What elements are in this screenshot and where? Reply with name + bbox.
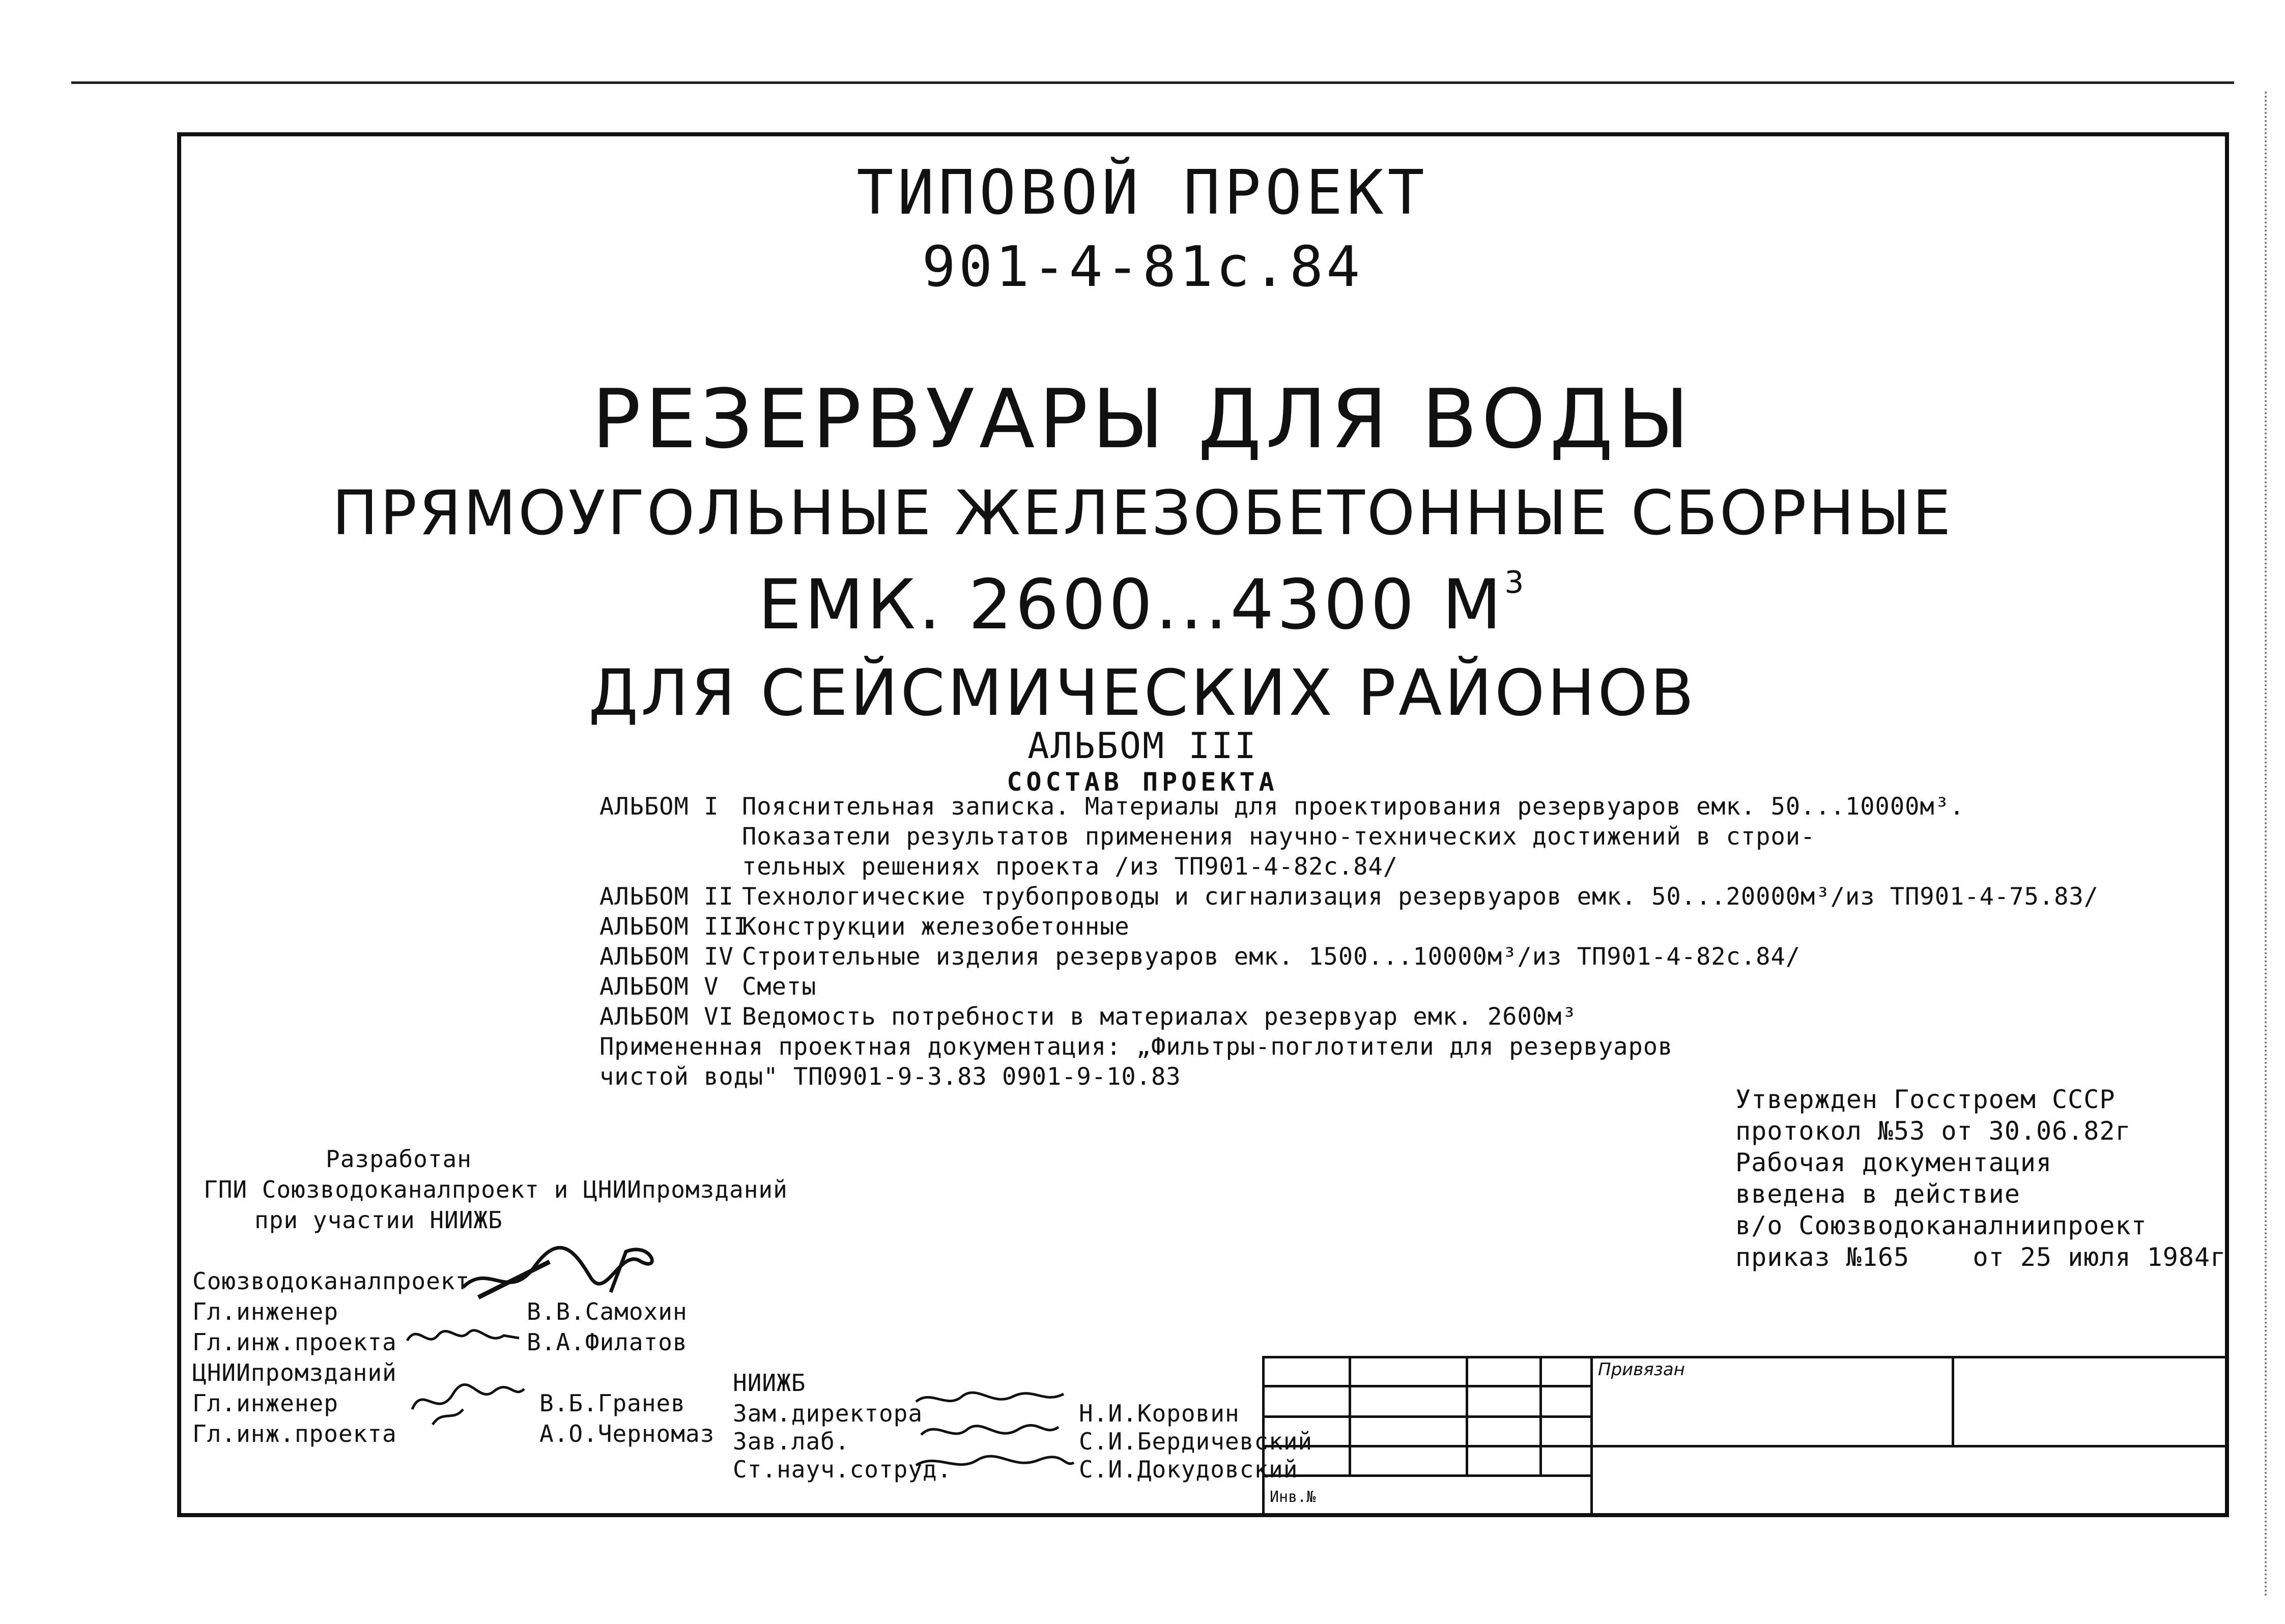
approval-line: введена в действие xyxy=(1735,1179,2020,1209)
person-name: А.О.Черномаз xyxy=(539,1420,715,1447)
capacity-superscript: 3 xyxy=(1504,565,1527,600)
linked-label: Привязан xyxy=(1598,1359,1685,1380)
title-block-line xyxy=(1262,1385,1593,1387)
person-name: Н.И.Коровин xyxy=(1079,1400,1240,1427)
album-item-label: АЛЬБОМ II xyxy=(599,883,734,911)
signature-scribble xyxy=(402,1374,534,1430)
album-item-continuation: Показатели результатов применения научно-технических достижений в строи- xyxy=(742,823,1816,851)
album-item xyxy=(599,792,2099,822)
approval-line: в/о Союзводоканалниипроект xyxy=(1735,1211,2147,1240)
approval-line: приказ №165 от 25 июля 1984г xyxy=(1735,1242,2226,1272)
developer-with: при участии НИИЖБ xyxy=(254,1206,503,1234)
org-tsniipromzdaniy: ЦНИИпромзданий xyxy=(192,1359,397,1386)
developer-heading: Разработан xyxy=(326,1145,472,1173)
title-block-line xyxy=(1466,1356,1468,1475)
signature-scribble xyxy=(911,1384,1069,1414)
album-item-text: Технологические трубопроводы и сигнализация резервуаров емк. 50...20000м³/из ТП901-4-75.83/ xyxy=(742,883,2099,911)
applied-docs-line: Примененная проектная документация: „Фильтры-поглотители для резервуаров xyxy=(599,1033,1673,1061)
signature-scribble xyxy=(911,1414,1064,1450)
title-block-line xyxy=(1590,1356,1593,1514)
album-item-label: АЛЬБОМ III xyxy=(599,913,749,941)
title-block-line xyxy=(1262,1445,2229,1447)
title-block-line xyxy=(1262,1356,1265,1514)
album-item-label: АЛЬБОМ VI xyxy=(599,1003,734,1031)
seismic-title: ДЛЯ СЕЙСМИЧЕСКИХ РАЙОНОВ xyxy=(588,656,1697,730)
album-list xyxy=(599,792,2099,1092)
title-block-line xyxy=(1539,1356,1542,1475)
role-label: Гл.инж.проекта xyxy=(192,1328,397,1356)
person-name: С.И.Докудовский xyxy=(1079,1456,1298,1483)
album-item-label: АЛЬБОМ V xyxy=(599,973,719,1001)
album-item xyxy=(599,912,2099,942)
album-item xyxy=(599,882,2099,912)
inventory-label: Инв.№ xyxy=(1270,1488,1316,1506)
subtitle: ПРЯМОУГОЛЬНЫЕ ЖЕЛЕЗОБЕТОННЫЕ СБОРНЫЕ xyxy=(332,478,1953,549)
developer-org: ГПИ Союзводоканалпроект и ЦНИИпромзданий xyxy=(204,1176,788,1203)
signature-scribble xyxy=(458,1231,672,1308)
album-item-label: АЛЬБОМ IV xyxy=(599,943,734,971)
title-block-line xyxy=(1262,1474,1593,1477)
album-item xyxy=(599,972,2099,1002)
album-item xyxy=(599,942,2099,972)
signature-scribble xyxy=(911,1447,1079,1478)
contents-heading: СОСТАВ ПРОЕКТА xyxy=(1007,767,1278,797)
type-project-heading: ТИПОВОЙ ПРОЕКТ xyxy=(856,158,1429,228)
approval-line: Утвержден Госстроем СССР xyxy=(1735,1085,2116,1114)
person-name: В.В.Самохин xyxy=(527,1298,688,1325)
album-item xyxy=(599,1002,2099,1032)
capacity-text: ЕМК. 2600...4300 М xyxy=(758,565,1505,645)
album-item-text: Строительные изделия резервуаров емк. 1500...10000м³/из ТП901-4-82с.84/ xyxy=(742,943,1801,971)
capacity-line xyxy=(0,565,2285,645)
role-label: Зав.лаб. xyxy=(733,1428,850,1455)
role-label: Гл.инженер xyxy=(192,1298,338,1325)
album-item-continuation: тельных решениях проекта /из ТП901-4-82с.84/ xyxy=(742,853,1398,881)
album-item-text: Конструкции железобетонные xyxy=(742,913,1130,941)
project-number: 901-4-81с.84 xyxy=(922,234,1363,299)
role-label: Ст.науч.сотруд. xyxy=(733,1456,952,1483)
approval-block xyxy=(1735,1084,2226,1273)
person-name: В.Б.Гранев xyxy=(539,1389,685,1417)
person-name: С.И.Бердичевский xyxy=(1079,1428,1313,1455)
title-block-line xyxy=(1952,1356,1954,1445)
album-item-text: Пояснительная записка. Материалы для проектирования резервуаров емк. 50...10000м³. xyxy=(742,793,1965,821)
main-title: РЕЗЕРВУАРЫ ДЛЯ ВОДЫ xyxy=(591,371,1694,467)
outer-border-line xyxy=(71,81,2234,84)
title-block-line xyxy=(1262,1356,2229,1358)
org-soyuzvodokanalproekt: Союзводоканалпроект xyxy=(192,1267,470,1295)
title-block-line xyxy=(1349,1356,1351,1475)
role-label: Зам.директора xyxy=(733,1400,923,1427)
approval-line: протокол №53 от 30.06.82г xyxy=(1735,1116,2131,1146)
applied-docs-line: чистой воды" ТП0901-9-3.83 0901-9-10.83 xyxy=(599,1063,1181,1091)
album-item-text: Ведомость потребности в материалах резервуар емк. 2600м³ xyxy=(742,1003,1577,1031)
title-block-line xyxy=(1262,1415,1593,1418)
album-item-label: АЛЬБОМ I xyxy=(599,793,719,821)
approval-line: Рабочая документация xyxy=(1735,1148,2052,1177)
album-label: АЛЬБОМ III xyxy=(1027,725,1258,767)
edge-dotted-line xyxy=(2265,92,2267,1598)
person-name: В.А.Филатов xyxy=(527,1328,688,1356)
signature-scribble xyxy=(402,1318,524,1353)
role-label: Гл.инженер xyxy=(192,1389,338,1417)
role-label: Гл.инж.проекта xyxy=(192,1420,397,1447)
album-item-text: Сметы xyxy=(742,973,817,1001)
org-niizhb: НИИЖБ xyxy=(733,1369,806,1397)
